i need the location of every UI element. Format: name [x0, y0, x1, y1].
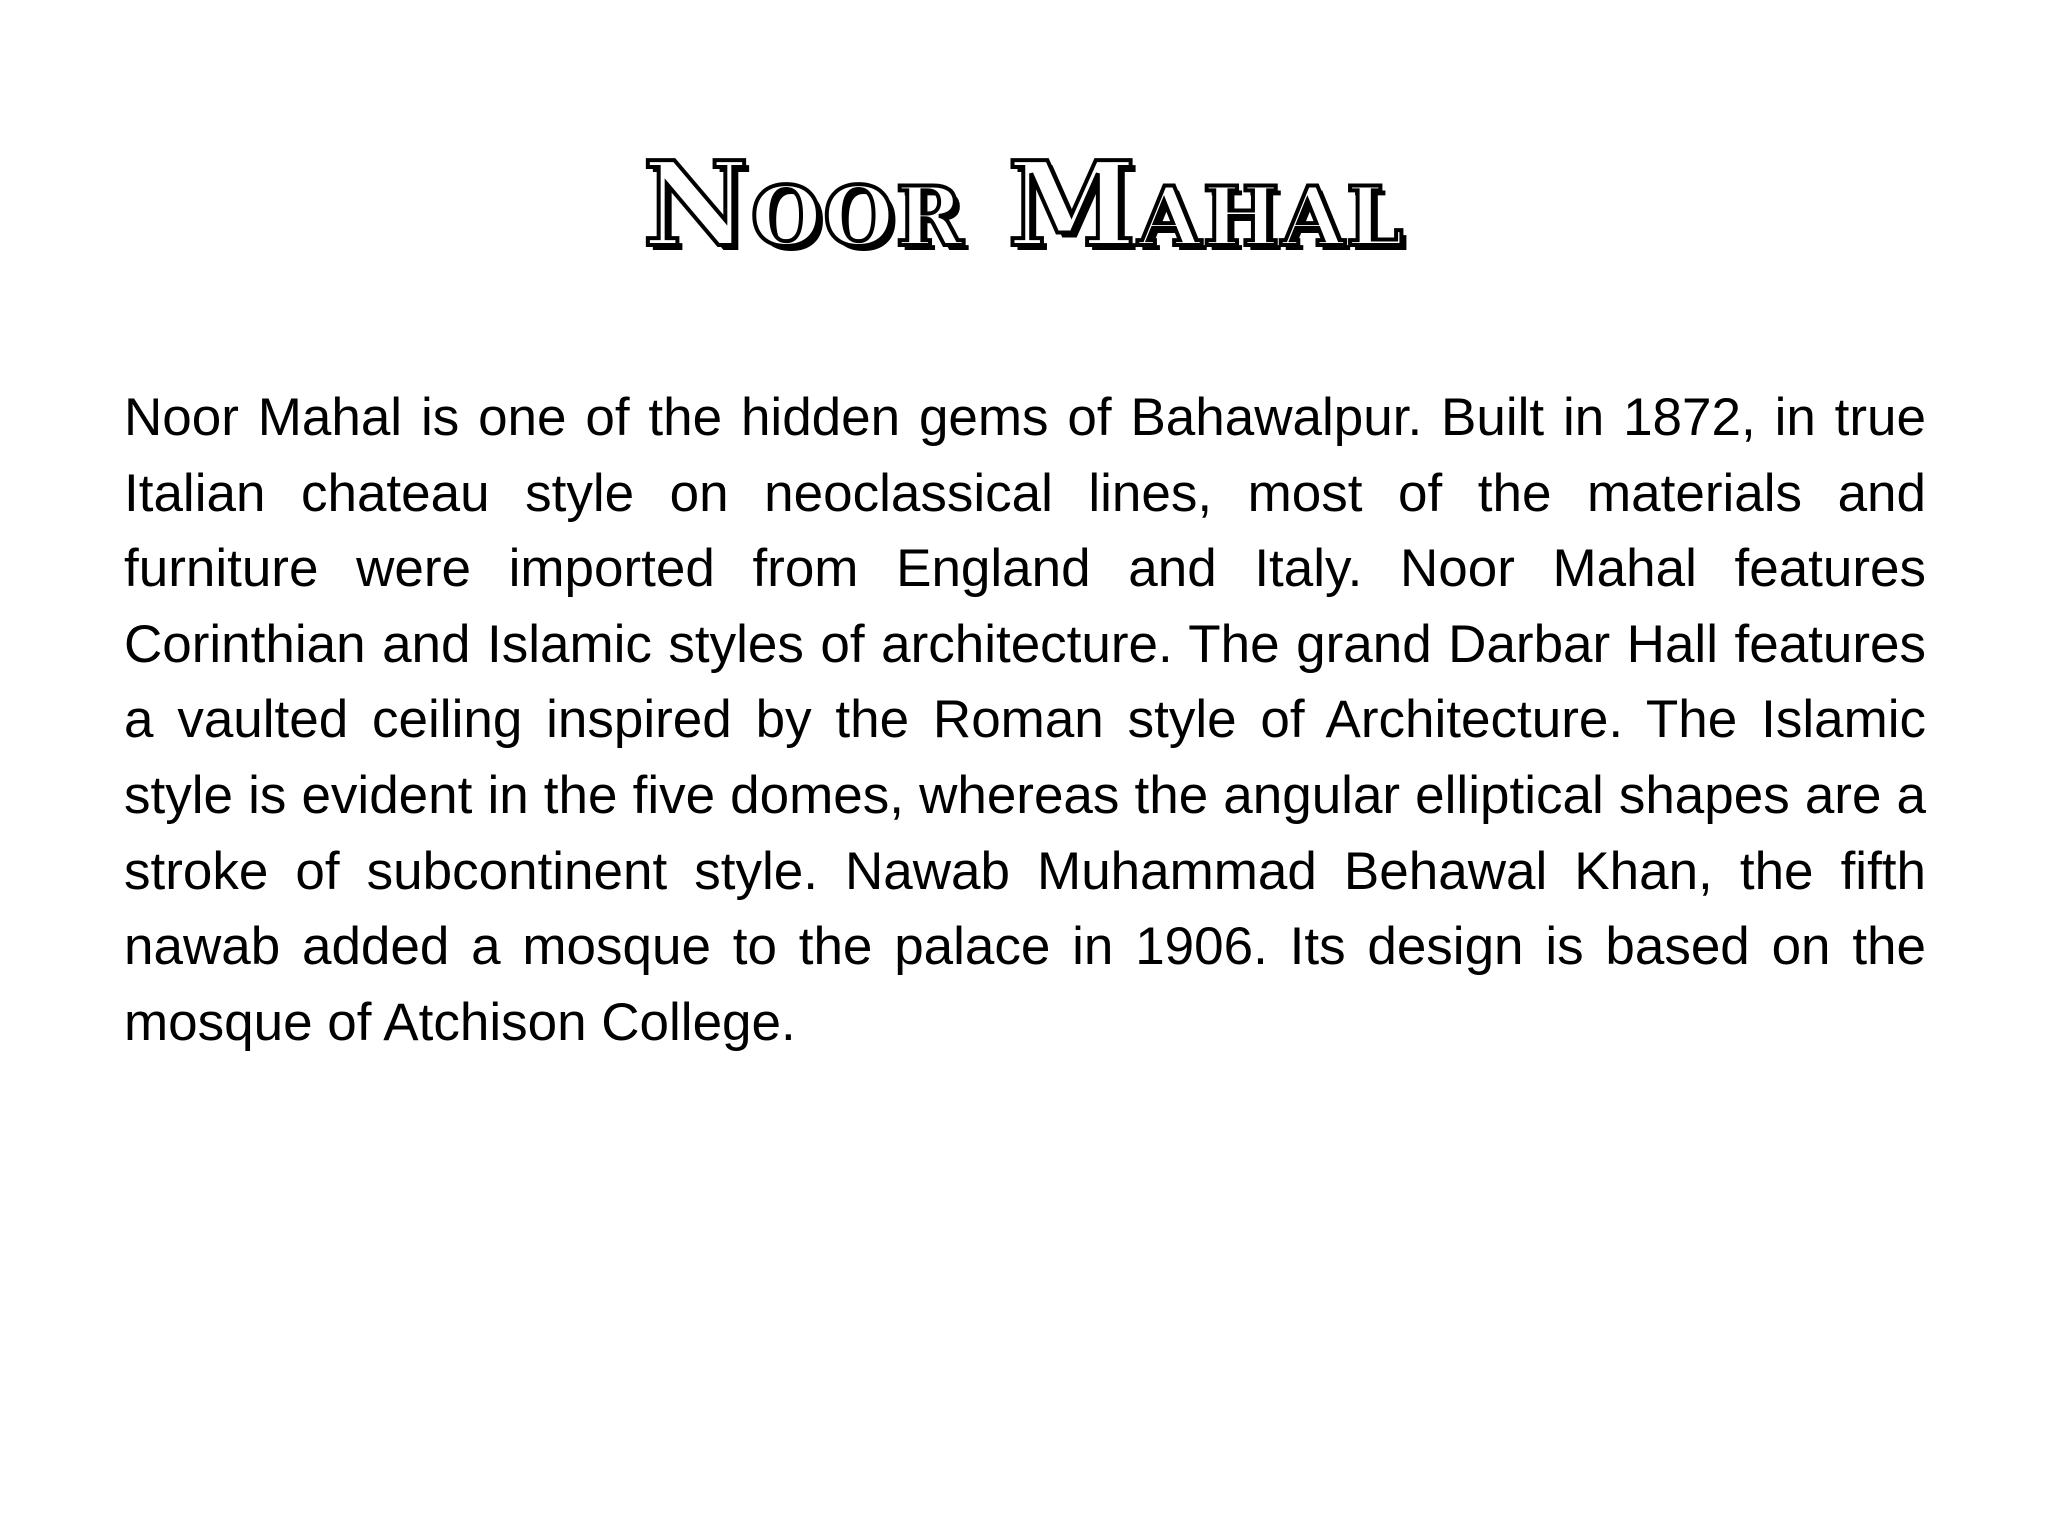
slide-paragraph: Noor Mahal is one of the hidden gems of Bahawalpur. Built in 1872, in true Italian chateau style on neoclassical lines, most of the materials and furniture were imported from England and Italy. Noor Mahal features Corinthian and Islamic styles of architecture. The grand Darbar Hall features a vaulted ceiling inspired by the Roman style of Architecture. The Islamic style is evident in the five domes, whereas the angular elliptical shapes are a stroke of subcontinent style. Nawab Muhammad Behawal Khan, the fifth nawab added a mosque to the palace in 1906. Its design is based on the mosque of Atchison College. [124, 388, 1926, 1052]
slide-title: Noor Mahal [642, 137, 1406, 273]
